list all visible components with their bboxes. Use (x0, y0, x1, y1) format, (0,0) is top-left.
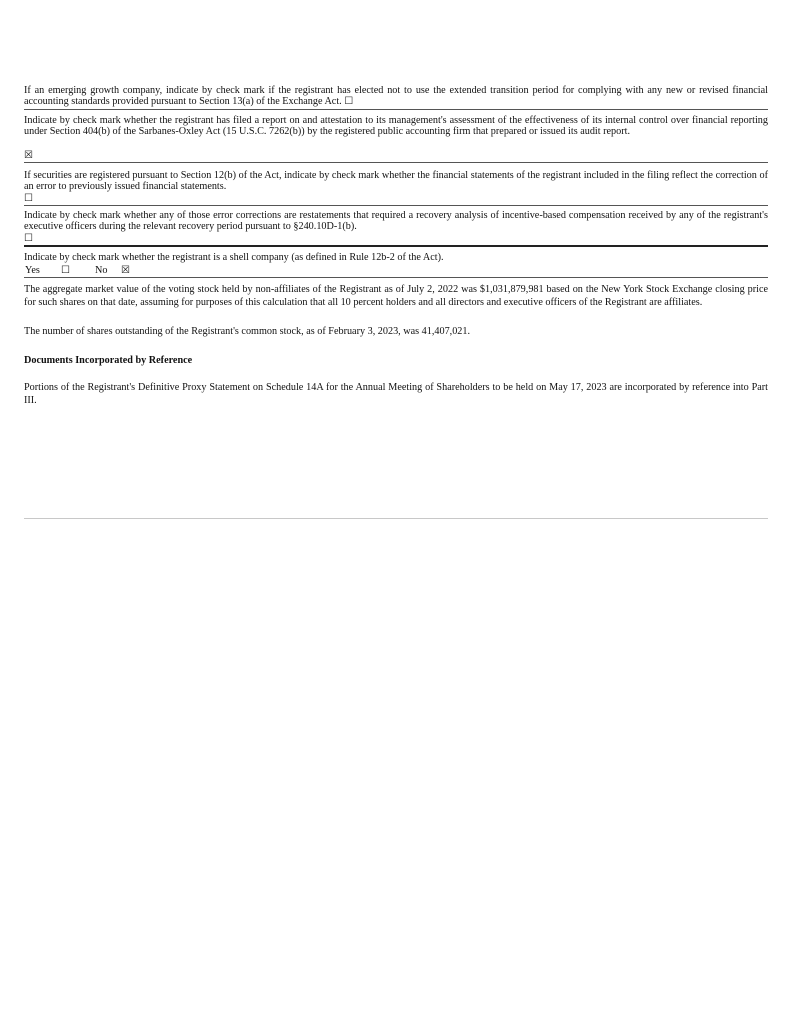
yes-label: Yes (25, 265, 40, 276)
documents-incorporated-paragraph: Portions of the Registrant's Definitive Proxy Statement on Schedule 14A for the Annual Meeting of Shareholders to be held on May 17, 2023 are incorporated by reference into Part III. (24, 382, 768, 406)
emerging-growth-statement (24, 85, 768, 109)
section-12b-check-row (24, 193, 768, 205)
no-label: No (95, 265, 108, 276)
internal-control-text: Indicate by check mark whether the registrant has filed a report on and attestation to its management's assessment of the effectiveness of its internal control over financial reporting under Section 404(b) of the Sarbanes-Oxley Act (15 U.S.C. 7262(b)) by the registered public accounting firm that prepared or issued its audit report. (24, 115, 768, 138)
error-corrections-text: Indicate by check mark whether any of those error corrections are restatements that required a recovery analysis of incentive-based compensation received by any of the registrant's executive officers during the relevant recovery period pursuant to §240.10D-1(b). (24, 210, 768, 233)
emerging-growth-checkbox[interactable]: ☐ (344, 96, 354, 108)
documents-incorporated-heading: Documents Incorporated by Reference (24, 354, 193, 366)
error-corrections-statement (24, 210, 768, 233)
section-12b-checkbox[interactable]: ☐ (24, 193, 33, 204)
section-12b-statement (24, 170, 768, 193)
emerging-growth-text: If an emerging growth company, indicate by check mark if the registrant has elected not to use the extended transition period for complying with any new or revised financial accounting standards provided pursuant to Section 13(a) of the Exchange Act. (24, 85, 768, 108)
error-corrections-check-row (24, 233, 768, 245)
aggregate-market-value-paragraph: The aggregate market value of the voting stock held by non-affiliates of the Registrant as of July 2, 2022 was $1,031,879,981 based on the New York Stock Exchange closing price for such shares on that date, assuming for purposes of this calculation that all 10 percent holders and all directors and executive officers of the Registrant are affiliates. (24, 284, 768, 308)
shell-company-statement (24, 252, 768, 264)
shell-company-options (24, 264, 768, 277)
document-page (24, 85, 768, 408)
page-footer-rule (24, 518, 768, 519)
shares-outstanding-paragraph: The number of shares outstanding of the Registrant's common stock, as of February 3, 2023, was 41,407,021. (24, 326, 471, 338)
no-checkbox[interactable]: ☒ (121, 265, 130, 276)
section-12b-text: If securities are registered pursuant to Section 12(b) of the Act, indicate by check mark whether the financial statements of the registrant included in the filing reflect the correction of an error to previously issued financial statements. (24, 170, 768, 193)
shell-company-text: Indicate by check mark whether the registrant is a shell company (as defined in Rule 12b-2 of the Act). (24, 252, 444, 263)
yes-checkbox[interactable]: ☐ (61, 265, 70, 276)
internal-control-checkbox[interactable]: ☒ (24, 150, 33, 161)
internal-control-check-row (24, 150, 768, 162)
error-corrections-checkbox[interactable]: ☐ (24, 233, 33, 244)
internal-control-statement (24, 115, 768, 150)
